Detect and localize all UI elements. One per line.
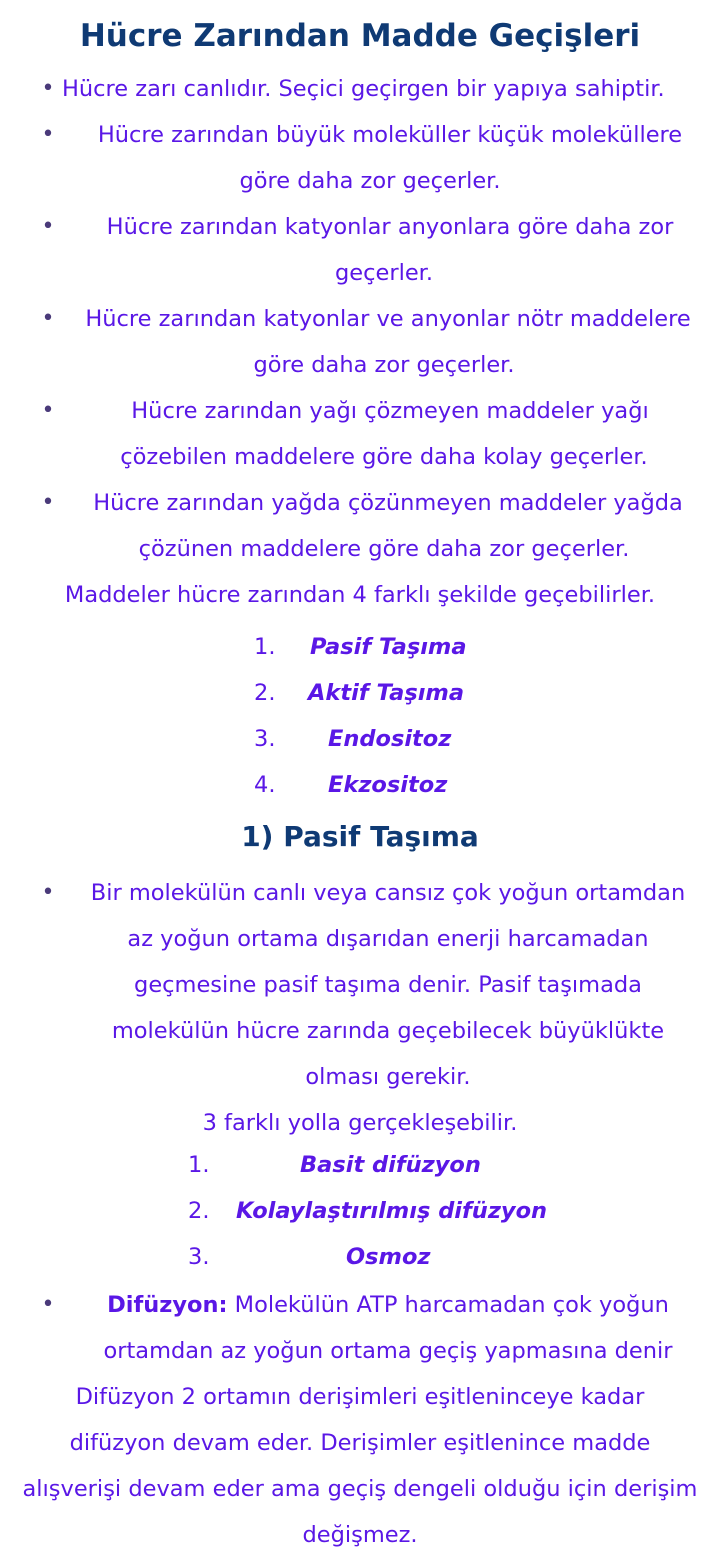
passive-line-3: geçmesine pasif taşıma denir. Pasif taşımada xyxy=(134,972,642,998)
bullet-5-line-1: Hücre zarından yağı çözmeyen maddeler yağı xyxy=(131,398,649,424)
method-item-number: 3. xyxy=(188,1244,210,1270)
ways-item-number: 3. xyxy=(254,726,276,752)
diffusion-line-5: alışverişi devam eder ama geçiş dengeli olduğu için derişim xyxy=(22,1476,698,1502)
diffusion-term: Difüzyon: xyxy=(107,1292,228,1318)
ways-item-ekzositoz: Ekzositoz xyxy=(328,772,448,798)
ways-item-number: 4. xyxy=(254,772,276,798)
diffusion-line-3: Difüzyon 2 ortamın derişimleri eşitleninceye kadar xyxy=(75,1384,645,1410)
method-kolaylastirilmis-difuzyon: Kolaylaştırılmış difüzyon xyxy=(236,1198,548,1224)
diffusion-definition: Molekülün ATP harcamadan çok yoğun xyxy=(227,1292,669,1318)
method-basit-difuzyon: Basit difüzyon xyxy=(300,1152,481,1178)
ways-item-number: 2. xyxy=(254,680,276,706)
ways-item-number: 1. xyxy=(254,634,276,660)
method-osmoz: Osmoz xyxy=(346,1244,431,1270)
bullet-icon: • xyxy=(41,490,55,515)
bullet-3-line-1: Hücre zarından katyonlar anyonlara göre daha zor xyxy=(106,214,674,240)
diffusion-line-2: ortamdan az yoğun ortama geçiş yapmasına denir xyxy=(103,1338,673,1364)
bullet-2-line-1: Hücre zarından büyük moleküller küçük moleküllere xyxy=(97,122,683,148)
bullet-6-line-2: çözünen maddelere göre daha zor geçerler. xyxy=(138,536,630,562)
ways-item-endositoz: Endositoz xyxy=(328,726,452,752)
section-title-pasif-tasima: 1) Pasif Taşıma xyxy=(241,820,479,853)
diffusion-line-4: difüzyon devam eder. Derişimler eşitlenince madde xyxy=(69,1430,651,1456)
bullet-icon: • xyxy=(41,122,55,147)
methods-intro: 3 farklı yolla gerçekleşebilir. xyxy=(202,1110,518,1136)
passive-line-4: molekülün hücre zarında geçebilecek büyüklükte xyxy=(111,1018,665,1044)
diffusion-line-6: değişmez. xyxy=(302,1522,418,1548)
bullet-icon: • xyxy=(41,1292,55,1317)
bullet-icon: • xyxy=(41,214,55,239)
ways-item-pasif: Pasif Taşıma xyxy=(310,634,467,660)
bullet-icon: • xyxy=(41,880,55,905)
ways-intro: Maddeler hücre zarından 4 farklı şekilde geçebilirler. xyxy=(64,582,656,608)
bullet-3-line-2: geçerler. xyxy=(334,260,434,286)
passive-line-1: Bir molekülün canlı veya cansız çok yoğun ortamdan xyxy=(90,880,686,906)
bullet-2-line-2: göre daha zor geçerler. xyxy=(239,168,501,194)
bullet-4-line-2: göre daha zor geçerler. xyxy=(253,352,515,378)
bullet-1-line-1: Hücre zarı canlıdır. Seçici geçirgen bir yapıya sahiptir. xyxy=(62,76,665,102)
page-title: Hücre Zarından Madde Geçişleri xyxy=(79,18,641,54)
bullet-4-line-1: Hücre zarından katyonlar ve anyonlar nötr maddelere xyxy=(85,306,691,332)
diffusion-line-1 xyxy=(28,1282,720,1328)
bullet-icon: • xyxy=(41,398,55,423)
bullet-icon: • xyxy=(41,76,55,101)
ways-item-aktif: Aktif Taşıma xyxy=(308,680,465,706)
bullet-icon: • xyxy=(41,306,55,331)
bullet-6-line-1: Hücre zarından yağda çözünmeyen maddeler yağda xyxy=(93,490,683,516)
method-item-number: 1. xyxy=(188,1152,210,1178)
bullet-5-line-2: çözebilen maddelere göre daha kolay geçerler. xyxy=(120,444,648,470)
passive-line-2: az yoğun ortama dışarıdan enerji harcamadan xyxy=(127,926,649,952)
method-item-number: 2. xyxy=(188,1198,210,1224)
passive-line-5: olması gerekir. xyxy=(305,1064,471,1090)
